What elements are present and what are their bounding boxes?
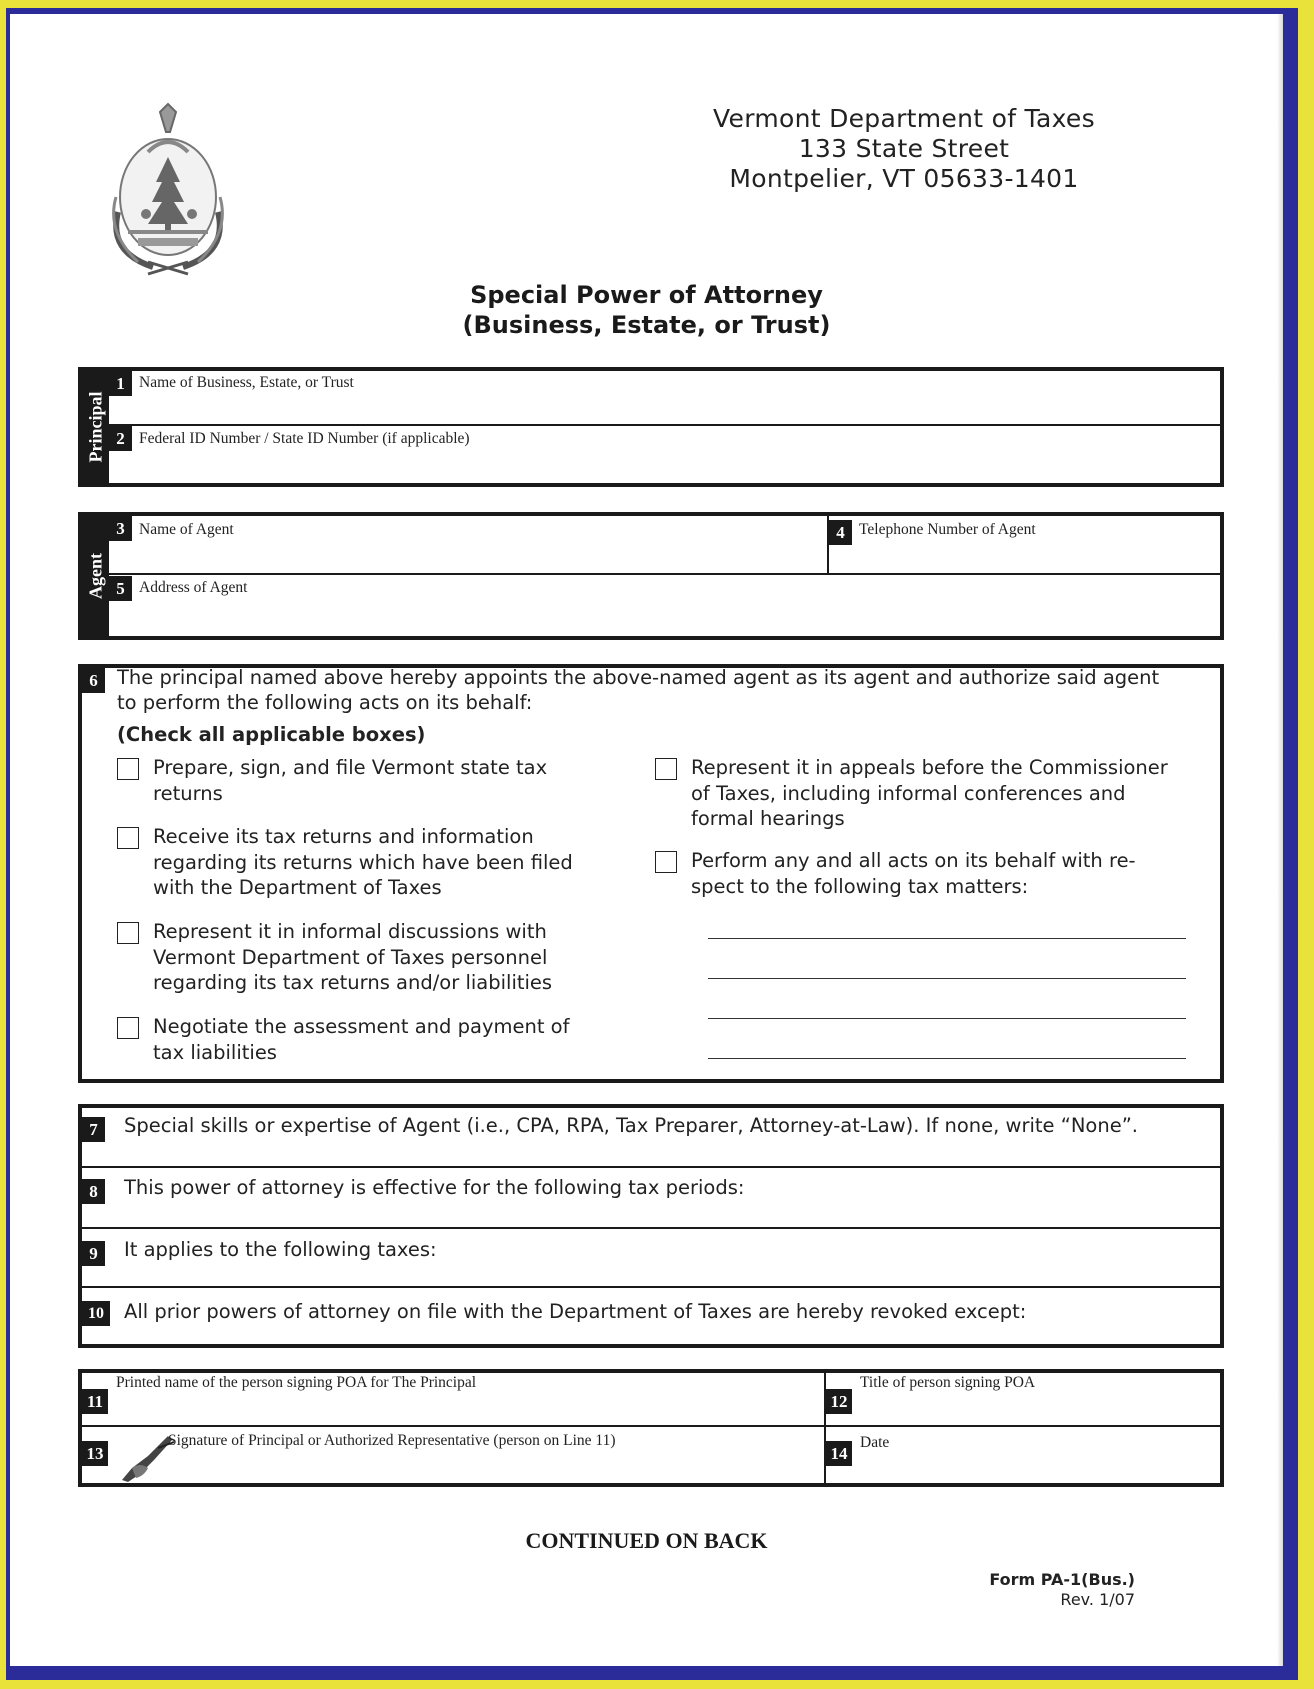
option-text-line: spect to the following tax matters: xyxy=(691,874,1029,898)
divider xyxy=(80,1286,1222,1288)
signer-title-label: Title of person signing POA xyxy=(860,1374,1036,1391)
option-text-line: Perform any and all acts on its behalf with re- xyxy=(691,849,1136,872)
option-text-line: regarding its returns which have been filed xyxy=(153,850,573,874)
checkbox-prepare-file-returns[interactable] xyxy=(117,758,139,780)
form-title-line1: Special Power of Attorney xyxy=(470,281,823,309)
signer-title-field[interactable] xyxy=(854,1394,1220,1422)
printed-name-label: Printed name of the person signing POA for The Principal xyxy=(116,1374,477,1391)
option-perform-all-acts xyxy=(691,848,1136,899)
department-name: Vermont Department of Taxes xyxy=(713,104,1095,133)
option-text-line: with the Department of Taxes xyxy=(153,876,442,899)
authorization-intro xyxy=(117,665,1217,715)
check-heading: (Check all applicable boxes) xyxy=(117,723,426,746)
agent-name-field[interactable] xyxy=(109,516,827,573)
agent-address-label: Address of Agent xyxy=(139,579,248,596)
field-number-12: 12 xyxy=(826,1389,852,1414)
agent-phone-field[interactable] xyxy=(829,516,1220,573)
agent-address-field[interactable] xyxy=(109,576,1220,636)
field-number-9: 9 xyxy=(82,1241,105,1266)
checkbox-receive-returns[interactable] xyxy=(117,827,139,849)
form-page xyxy=(10,14,1283,1666)
continued-on-back: CONTINUED ON BACK xyxy=(525,1528,768,1553)
checkbox-informal-discussions[interactable] xyxy=(117,922,139,944)
option-text-line: formal hearings xyxy=(691,807,845,830)
signature-field[interactable] xyxy=(180,1452,820,1482)
form-title-line2: (Business, Estate, or Trust) xyxy=(462,311,831,339)
checkbox-perform-all-acts[interactable] xyxy=(655,851,677,873)
tax-periods-field[interactable] xyxy=(106,1202,1220,1225)
option-text-line: Represent it in informal discussions with xyxy=(153,920,547,943)
agent-expertise-field[interactable] xyxy=(106,1140,1220,1164)
date-field[interactable] xyxy=(854,1454,1220,1482)
tax-matters-line-3[interactable] xyxy=(708,1018,1186,1019)
page-edge-shadow xyxy=(1277,14,1283,1666)
agent-section xyxy=(78,512,1224,640)
tax-matters-line-1[interactable] xyxy=(708,938,1186,939)
business-name-field[interactable] xyxy=(109,371,1220,424)
signature-label: Signature of Principal or Authorized Representative (person on Line 11) xyxy=(168,1432,616,1449)
checkbox-represent-appeals[interactable] xyxy=(655,758,677,780)
option-receive-returns xyxy=(153,824,573,901)
checkbox-negotiate-assessment[interactable] xyxy=(117,1017,139,1039)
agent-name-label: Name of Agent xyxy=(139,521,234,538)
option-text-line: Negotiate the assessment and payment of xyxy=(153,1015,570,1038)
field-number-6: 6 xyxy=(82,668,105,693)
business-name-label: Name of Business, Estate, or Trust xyxy=(139,374,354,391)
option-prepare-file-returns xyxy=(153,755,547,806)
tax-periods-label: This power of attorney is effective for the following tax periods: xyxy=(124,1176,745,1199)
agent-sidebar xyxy=(82,516,109,636)
option-text-line: Represent it in appeals before the Commissioner xyxy=(691,756,1168,779)
revoked-exceptions-label: All prior powers of attorney on file with the Department of Taxes are hereby revoked except: xyxy=(124,1300,1027,1323)
form-title xyxy=(10,280,1283,340)
field-number-13: 13 xyxy=(82,1441,108,1466)
divider xyxy=(80,1227,1222,1229)
authorization-intro-line2: to perform the following acts on its behalf: xyxy=(117,691,533,714)
field-number-14: 14 xyxy=(826,1441,852,1466)
option-text-line: regarding its tax returns and/or liabilities xyxy=(153,971,553,994)
divider xyxy=(80,1425,1222,1427)
applicable-taxes-field[interactable] xyxy=(106,1264,1220,1285)
option-text-line: returns xyxy=(153,781,223,805)
department-street: 133 State Street xyxy=(798,134,1010,163)
vermont-seal-icon xyxy=(98,102,238,277)
applicable-taxes-label: It applies to the following taxes: xyxy=(124,1238,437,1261)
principal-section xyxy=(78,367,1224,487)
field-number-8: 8 xyxy=(82,1179,105,1204)
option-text-line: Receive its tax returns and information xyxy=(153,825,534,848)
field-number-10: 10 xyxy=(82,1301,110,1326)
option-represent-appeals xyxy=(691,755,1168,832)
option-text-line: of Taxes, including informal conferences and xyxy=(691,781,1126,805)
tax-matters-line-2[interactable] xyxy=(708,978,1186,979)
option-negotiate-assessment xyxy=(153,1014,569,1065)
field-number-5: 5 xyxy=(109,576,132,601)
federal-id-field[interactable] xyxy=(109,426,1220,483)
agent-phone-label: Telephone Number of Agent xyxy=(859,521,1036,538)
field-number-1: 1 xyxy=(109,371,132,396)
department-address xyxy=(694,104,1114,194)
revoked-exceptions-field[interactable] xyxy=(114,1326,1220,1344)
department-city: Montpelier, VT 05633-1401 xyxy=(729,164,1079,193)
divider xyxy=(109,573,1220,575)
principal-sidebar xyxy=(82,371,109,483)
field-number-11: 11 xyxy=(82,1389,108,1414)
agent-side-label: Agent xyxy=(85,553,105,599)
field-number-3: 3 xyxy=(109,516,132,541)
form-identifier xyxy=(989,1570,1135,1610)
form-revision: Rev. 1/07 xyxy=(1060,1590,1135,1609)
form-number: Form PA-1(Bus.) xyxy=(989,1570,1135,1589)
date-label: Date xyxy=(860,1434,890,1451)
field-number-7: 7 xyxy=(82,1117,105,1142)
option-text-line: Prepare, sign, and file Vermont state tax xyxy=(153,756,548,779)
printed-name-field[interactable] xyxy=(110,1394,820,1422)
option-informal-discussions xyxy=(153,919,552,996)
option-text-line: tax liabilities xyxy=(153,1040,277,1064)
divider xyxy=(80,1166,1222,1168)
authorization-intro-line1: The principal named above hereby appoints the above-named agent as its agent and authorize said agent xyxy=(117,666,1160,689)
field-number-4: 4 xyxy=(829,520,852,545)
field-number-2: 2 xyxy=(109,426,132,451)
agent-expertise-label: Special skills or expertise of Agent (i.e., CPA, RPA, Tax Preparer, Attorney-at-Law). If none, write “None”. xyxy=(124,1114,1138,1137)
tax-matters-line-4[interactable] xyxy=(708,1058,1186,1059)
federal-id-label: Federal ID Number / State ID Number (if applicable) xyxy=(139,430,470,447)
option-text-line: Vermont Department of Taxes personnel xyxy=(153,945,548,969)
principal-side-label: Principal xyxy=(85,391,105,463)
